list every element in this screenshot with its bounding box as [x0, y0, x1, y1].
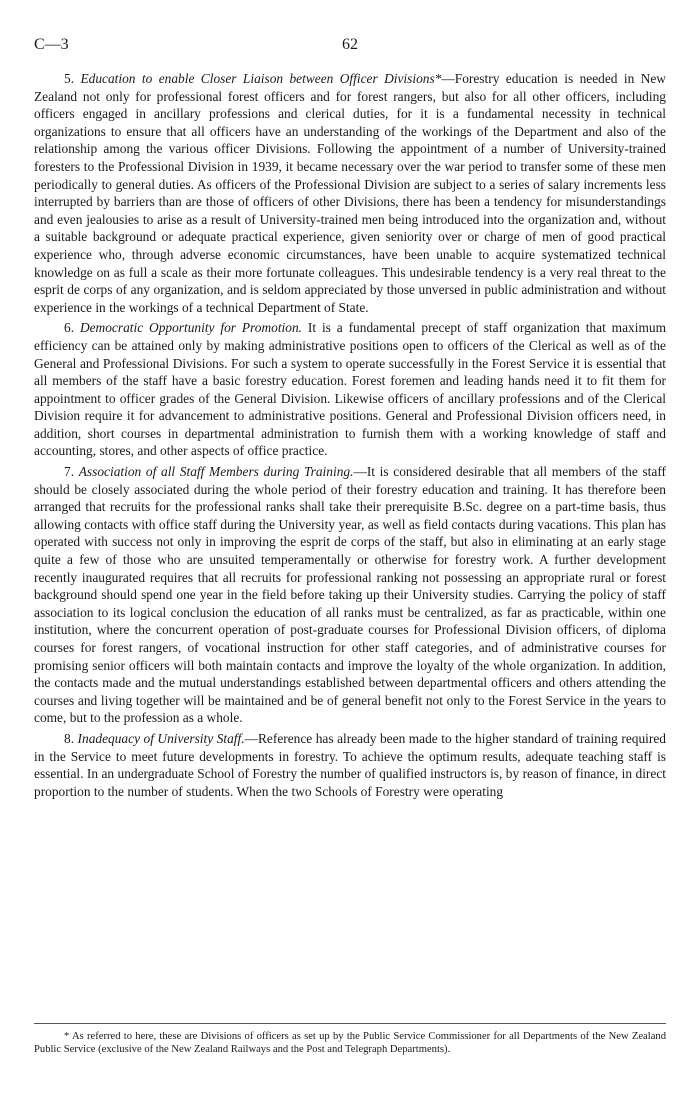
paragraph-heading: Education to enable Closer Liaison between Officer Divisions*: [80, 71, 442, 86]
footnote-text: * As referred to here, these are Divisions of officers as set up by the Public Service Commissioner for all Departments of the New Zealand Public Service (exclusive of the New Zealand Railways and the Post and Telegraph Departments).: [34, 1031, 666, 1056]
paragraph-7: [34, 463, 666, 727]
paragraph-number: 8.: [64, 730, 75, 746]
paragraph-5: [34, 70, 666, 316]
paragraph-number: 6.: [64, 320, 75, 336]
paragraph-number: 5.: [64, 71, 75, 86]
page-header: [34, 36, 666, 56]
footnote-divider: [34, 1023, 666, 1024]
footnote: [34, 1030, 666, 1057]
paragraph-heading: Democratic Opportunity for Promotion.: [79, 320, 303, 336]
paragraph-text: Reference has already been made to the higher standard of training required in the Service to meet future developments in forestry. To achieve the optimum results, adequate teaching staff is essential. In an undergraduate School of Forestry the number of qualified instructors is, by reason of finance, in direct proportion to the number of students. When the two Schools of Forestry were operating: [34, 730, 666, 799]
document-reference: C—3: [34, 36, 69, 53]
paragraph-heading: Association of all Staff Members during Training.: [78, 464, 354, 480]
paragraph-heading: Inadequacy of University Staff.: [77, 730, 245, 746]
heading-separator: —: [244, 730, 258, 746]
paragraph-6: [34, 319, 666, 460]
heading-separator: —: [353, 464, 367, 480]
page-number: 62: [342, 36, 358, 53]
paragraph-text: It is a fundamental precept of staff organization that maximum efficiency can be attained only by making administrative positions open to officers of the Clerical as well as of the General and Professional Divisions. For such a system to operate successfully in the Forest Service it is essential that all members of the staff have a basic forestry education. Forest foremen and leading hands need it to fit them for appointment to officer grades of the General Division. Likewise officers of ancillary professions and of the Clerical Division require it for advancement to administrative positions. General and Professional Division officers need, in addition, short courses in departmental administration to furnish them with a working knowledge of staff and accounting, stores, and other aspects of office practice.: [34, 320, 666, 459]
paragraph-8: [34, 730, 666, 800]
heading-separator: —: [441, 71, 455, 86]
paragraph-text: It is considered desirable that all members of the staff should be closely associated during the whole period of their forestry education and training. It has therefore been arranged that recruits for the professional ranks shall take their prerequisite B.Sc. degree on a part-time basis, thus allowing contacts with office staff during the University year, as well as field contacts during vacations. This plan has operated with success not only in improving the esprit de corps of the staff, but also in eliminating at an early stage quite a few of those who are unsuited temperamentally or otherwise for forestry work. A further development recently inaugurated requires that all recruits for professional ranking not possessing an appropriate rural or forest background should spend one year in the field before taking up their University studies. Carrying the policy of staff association to its logical conclusion the education of all ranks must be centralized, as far as practicable, within one institution, where the concurrent operation of post-graduate courses for Professional Division officers, of diploma courses for forest rangers, of vocational instruction for other staff categories, and of administrative courses for promising senior officers will both maintain contacts and improve the loyalty of the whole organization. In addition, the contacts made and the mutual understandings established between departmental officers and others attending the courses and living together will be maintained and be of general benefit not only to the Forest Service in the years to come, but to the profession as a whole.: [34, 464, 666, 726]
paragraph-number: 7.: [64, 464, 75, 480]
document-body: [34, 70, 666, 800]
paragraph-text: Forestry education is needed in New Zealand not only for professional forest officers and for forest rangers, but also for all other officers, including officers engaged in ancillary professions and clerical duties, for it is a fundamental necessity in technical organizations to ensure that all officers have an understanding of the workings of the Department and also of the relationship among the various officer Divisions. Following the appointment of a number of University-trained foresters to the Professional Division in 1939, it became necessary over the war period to transfer some of these men periodically to general duties. As officers of the Professional Division are subject to a series of salary increments less interrupted by barriers than are those of officers of other Divisions, there has been a tendency for misunderstandings and even jealousies to arise as a result of University-trained men being introduced into the organization and, without a suitable background or adequate practical experience, given seniority over or charge of men of good practical experience who, through adverse economic circumstances, have been unable to acquire systematized technical knowledge on as full a scale as their more fortunate colleagues. This undesirable tendency is a very real threat to the esprit de corps of any organization, and is seldom appreciated by those unversed in public administration and without experience in the workings of a technical Department of State.: [34, 71, 666, 315]
